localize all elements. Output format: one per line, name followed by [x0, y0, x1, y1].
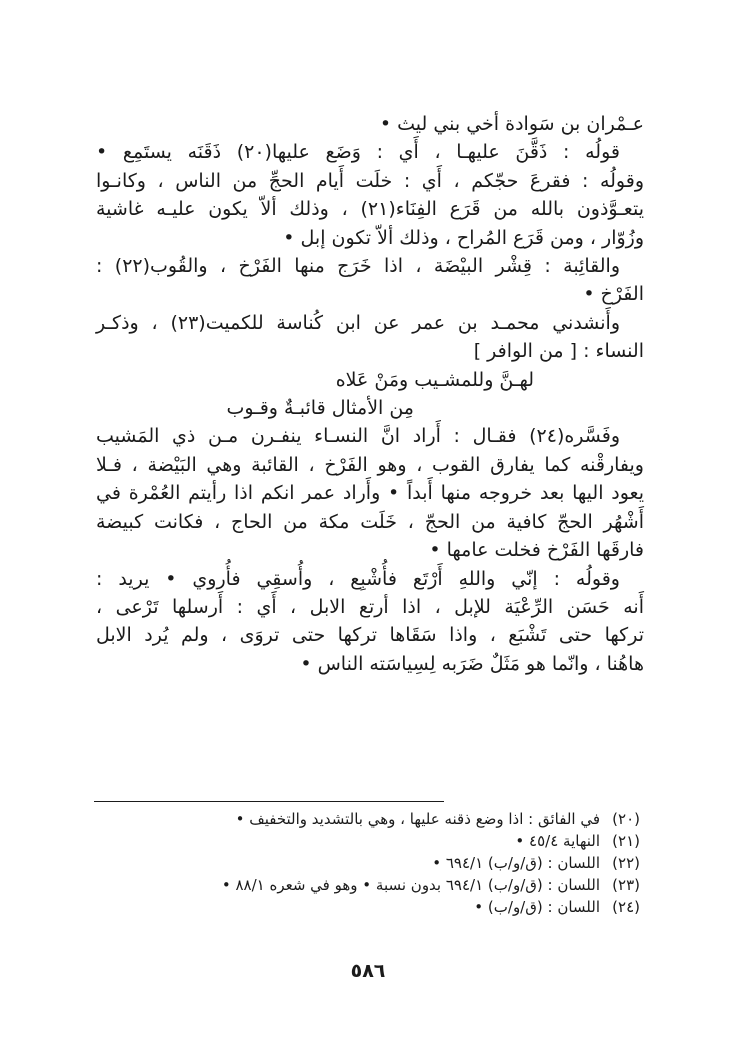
body-line: وقولُه : إنّي واللهِ أَرْتَع فأُشْبِع ، وأُسقِي فأُروي • يريد : [96, 567, 620, 590]
body-line: ويفارقْنه كما يفارق القوب ، وهو الفَرْخ ، القائبة وهي البَيْضة ، فـلا [96, 453, 644, 476]
footnote-separator [94, 801, 444, 802]
body-line: عـمْران بن سَوادة أخي بني ليث • [379, 113, 644, 135]
body-line: والقائِبة : قِشْر البيْضَة ، اذا خَرَج منها الفَرْخ ، والقُوب(٢٢) : [96, 255, 620, 278]
body-line: أَنه حَسَن الرِّعْيَة للإبل ، اذا أرتع الابل ، أَي : أَرسلها تَرْعى ، [96, 595, 644, 618]
body-line: وأَنشدني محمـد بن عمر عن ابن كُناسة للكميت(٢٣) ، وذكـر [96, 311, 620, 334]
verse-hemistich-1: لهـنَّ وللمشـيب ومَنْ عَلاه [335, 368, 534, 391]
body-line: هاهُنا ، وانّما هو مَثَلٌ ضَرَبه لِسِياسَته الناس • [300, 652, 644, 675]
footnote-text: اللسان : (ق/و/ب) ٦٩٤/١ بدون نسبة • وهو في شعره ٨٨/١ • [221, 876, 600, 894]
body-line: فارقَها الفَرْخ فخلت عامها • [429, 539, 644, 562]
body-line: أَشْهُر الحجّ كافية من الحجّ ، خَلَت مكة من الحاج ، فكانت كبيضة [96, 510, 644, 533]
body-line: قولُه : ذَقَّنَ عليهـا ، أَي : وَضَع عليها(٢٠) ذَقَنَه يستَمِع • [96, 141, 620, 164]
footnote-text: اللسان : (ق/و/ب) ٦٩٤/١ • [432, 854, 600, 872]
footnote-number: (٢٠) [612, 810, 640, 828]
footnote-item [92, 830, 640, 852]
body-line: وزُوّار ، ومن قَرَع المُراح ، وذلك ألاّ تكون إبل • [283, 226, 644, 249]
footnote-item [92, 808, 640, 830]
body-line: تركها حتى تَشْبَع ، واذا سَقَاها تركها حتى تروَى ، ولم يُرد الابل [96, 624, 644, 647]
footnote-number: (٢٢) [612, 854, 640, 872]
footnotes [92, 808, 640, 918]
footnote-text: في الفائق : اذا وضع ذقنه عليها ، وهي بالتشديد والتخفيف • [235, 810, 600, 828]
body-line: يتعـوَّذون بالله من قَرَع الفِنَاء(٢١) ، وذلك ألاّ يكون عليـه غاشية [96, 198, 644, 221]
footnote-text: النهاية ٤٥/٤ • [515, 832, 600, 850]
page-number: ٥٨٦ [350, 960, 386, 982]
body-line: يعود اليها بعد خروجه منها أَبداً • وأَراد عمر انكم اذا رأيتم العُمْرة في [96, 482, 644, 505]
verse-hemistich-2: مِن الأمثال قائبـةٌ وقـوب [226, 397, 414, 420]
footnote-item [92, 852, 640, 874]
footnote-number: (٢١) [612, 832, 640, 850]
footnote-number: (٢٤) [612, 898, 640, 916]
footnote-text: اللسان : (ق/و/ب) • [474, 898, 600, 916]
footnote-number: (٢٣) [612, 876, 640, 894]
footnote-item [92, 896, 640, 918]
body-line: وفَسَّره(٢٤) فقـال : أَراد انَّ النسـاء ينفـرن مـن ذي المَشيب [96, 425, 620, 448]
main-text [96, 110, 644, 678]
body-line: الفَرْخ • [583, 283, 644, 306]
body-line: النساء : [ من الوافر ] [473, 340, 644, 363]
footnote-item [92, 874, 640, 896]
body-line: وقولُه : فقرعَ حجّكم ، أَي : خلَت أَيام الحجِّ من الناس ، وكانـوا [96, 169, 644, 192]
